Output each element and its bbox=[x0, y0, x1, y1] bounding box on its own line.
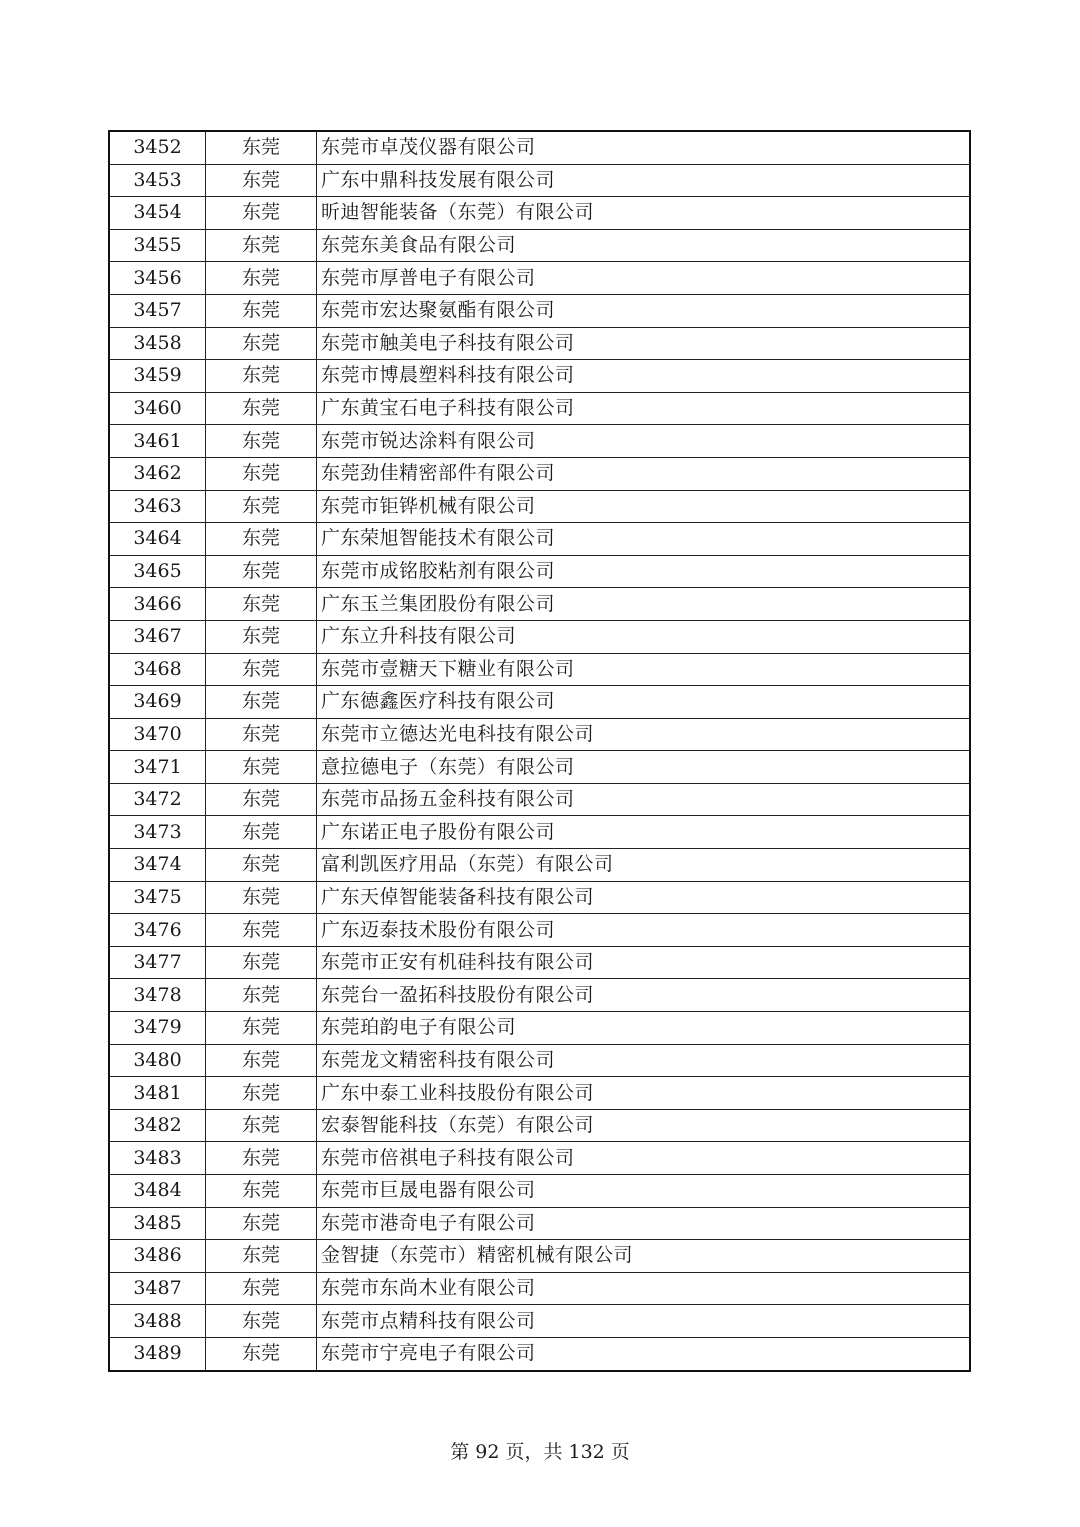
row-number-cell: 3457 bbox=[109, 294, 206, 327]
company-name-cell: 广东黄宝石电子科技有限公司 bbox=[317, 392, 971, 425]
table-row bbox=[109, 425, 970, 458]
row-number-cell: 3476 bbox=[109, 914, 206, 947]
table-row bbox=[109, 1142, 970, 1175]
row-number-cell: 3485 bbox=[109, 1207, 206, 1240]
company-name-cell: 金智捷（东莞市）精密机械有限公司 bbox=[317, 1240, 971, 1273]
row-number-cell: 3482 bbox=[109, 1109, 206, 1142]
city-cell: 东莞 bbox=[206, 718, 317, 751]
company-name-cell: 东莞市成铭胶粘剂有限公司 bbox=[317, 555, 971, 588]
table-row bbox=[109, 751, 970, 784]
table-row bbox=[109, 294, 970, 327]
table-row bbox=[109, 979, 970, 1012]
table-row bbox=[109, 718, 970, 751]
table-row bbox=[109, 327, 970, 360]
table-row bbox=[109, 1337, 970, 1370]
company-name-cell: 广东诺正电子股份有限公司 bbox=[317, 816, 971, 849]
company-name-cell: 东莞市厚普电子有限公司 bbox=[317, 262, 971, 295]
table-row bbox=[109, 783, 970, 816]
company-name-cell: 东莞市品扬五金科技有限公司 bbox=[317, 783, 971, 816]
company-name-cell: 东莞劲佳精密部件有限公司 bbox=[317, 457, 971, 490]
city-cell: 东莞 bbox=[206, 1077, 317, 1110]
company-name-cell: 广东迈泰技术股份有限公司 bbox=[317, 914, 971, 947]
company-name-cell: 广东玉兰集团股份有限公司 bbox=[317, 588, 971, 621]
company-name-cell: 广东天倬智能装备科技有限公司 bbox=[317, 881, 971, 914]
city-cell: 东莞 bbox=[206, 1175, 317, 1208]
row-number-cell: 3479 bbox=[109, 1012, 206, 1045]
city-cell: 东莞 bbox=[206, 914, 317, 947]
city-cell: 东莞 bbox=[206, 490, 317, 523]
city-cell: 东莞 bbox=[206, 555, 317, 588]
row-number-cell: 3467 bbox=[109, 620, 206, 653]
city-cell: 东莞 bbox=[206, 1207, 317, 1240]
city-cell: 东莞 bbox=[206, 392, 317, 425]
city-cell: 东莞 bbox=[206, 783, 317, 816]
row-number-cell: 3478 bbox=[109, 979, 206, 1012]
city-cell: 东莞 bbox=[206, 620, 317, 653]
company-name-cell: 东莞市正安有机硅科技有限公司 bbox=[317, 946, 971, 979]
city-cell: 东莞 bbox=[206, 588, 317, 621]
company-name-cell: 广东中泰工业科技股份有限公司 bbox=[317, 1077, 971, 1110]
city-cell: 东莞 bbox=[206, 1305, 317, 1338]
city-cell: 东莞 bbox=[206, 197, 317, 230]
row-number-cell: 3461 bbox=[109, 425, 206, 458]
row-number-cell: 3471 bbox=[109, 751, 206, 784]
table-row bbox=[109, 457, 970, 490]
city-cell: 东莞 bbox=[206, 1142, 317, 1175]
table-row bbox=[109, 1240, 970, 1273]
city-cell: 东莞 bbox=[206, 360, 317, 393]
company-name-cell: 东莞东美食品有限公司 bbox=[317, 229, 971, 262]
company-name-cell: 东莞台一盈拓科技股份有限公司 bbox=[317, 979, 971, 1012]
row-number-cell: 3462 bbox=[109, 457, 206, 490]
city-cell: 东莞 bbox=[206, 849, 317, 882]
table-row bbox=[109, 849, 970, 882]
row-number-cell: 3460 bbox=[109, 392, 206, 425]
row-number-cell: 3464 bbox=[109, 523, 206, 556]
row-number-cell: 3466 bbox=[109, 588, 206, 621]
row-number-cell: 3487 bbox=[109, 1272, 206, 1305]
company-name-cell: 东莞市钜铧机械有限公司 bbox=[317, 490, 971, 523]
table-row bbox=[109, 1175, 970, 1208]
city-cell: 东莞 bbox=[206, 946, 317, 979]
table-row bbox=[109, 1305, 970, 1338]
company-name-cell: 东莞珀韵电子有限公司 bbox=[317, 1012, 971, 1045]
row-number-cell: 3455 bbox=[109, 229, 206, 262]
table-row bbox=[109, 686, 970, 719]
row-number-cell: 3489 bbox=[109, 1337, 206, 1370]
city-cell: 东莞 bbox=[206, 1240, 317, 1273]
company-name-cell: 宏泰智能科技（东莞）有限公司 bbox=[317, 1109, 971, 1142]
table-row bbox=[109, 1012, 970, 1045]
row-number-cell: 3481 bbox=[109, 1077, 206, 1110]
row-number-cell: 3484 bbox=[109, 1175, 206, 1208]
city-cell: 东莞 bbox=[206, 1109, 317, 1142]
company-name-cell: 意拉德电子（东莞）有限公司 bbox=[317, 751, 971, 784]
company-list-body bbox=[109, 131, 970, 1371]
row-number-cell: 3475 bbox=[109, 881, 206, 914]
table-row bbox=[109, 131, 970, 164]
city-cell: 东莞 bbox=[206, 816, 317, 849]
table-row bbox=[109, 1109, 970, 1142]
city-cell: 东莞 bbox=[206, 523, 317, 556]
row-number-cell: 3459 bbox=[109, 360, 206, 393]
company-name-cell: 东莞市卓茂仪器有限公司 bbox=[317, 131, 971, 164]
company-name-cell: 东莞市立德达光电科技有限公司 bbox=[317, 718, 971, 751]
table-row bbox=[109, 392, 970, 425]
company-name-cell: 富利凯医疗用品（东莞）有限公司 bbox=[317, 849, 971, 882]
row-number-cell: 3458 bbox=[109, 327, 206, 360]
company-name-cell: 广东德鑫医疗科技有限公司 bbox=[317, 686, 971, 719]
city-cell: 东莞 bbox=[206, 327, 317, 360]
company-name-cell: 东莞市宁亮电子有限公司 bbox=[317, 1337, 971, 1370]
city-cell: 东莞 bbox=[206, 262, 317, 295]
row-number-cell: 3477 bbox=[109, 946, 206, 979]
table-row bbox=[109, 653, 970, 686]
table-row bbox=[109, 555, 970, 588]
table-row bbox=[109, 620, 970, 653]
row-number-cell: 3480 bbox=[109, 1044, 206, 1077]
table-row bbox=[109, 914, 970, 947]
company-name-cell: 东莞市巨晟电器有限公司 bbox=[317, 1175, 971, 1208]
row-number-cell: 3473 bbox=[109, 816, 206, 849]
table-row bbox=[109, 816, 970, 849]
city-cell: 东莞 bbox=[206, 457, 317, 490]
table-row bbox=[109, 262, 970, 295]
row-number-cell: 3454 bbox=[109, 197, 206, 230]
city-cell: 东莞 bbox=[206, 881, 317, 914]
company-name-cell: 东莞市壹糖天下糖业有限公司 bbox=[317, 653, 971, 686]
company-name-cell: 东莞市触美电子科技有限公司 bbox=[317, 327, 971, 360]
company-name-cell: 东莞市宏达聚氨酯有限公司 bbox=[317, 294, 971, 327]
row-number-cell: 3465 bbox=[109, 555, 206, 588]
company-name-cell: 东莞市点精科技有限公司 bbox=[317, 1305, 971, 1338]
table-row bbox=[109, 360, 970, 393]
table-row bbox=[109, 588, 970, 621]
city-cell: 东莞 bbox=[206, 1044, 317, 1077]
row-number-cell: 3452 bbox=[109, 131, 206, 164]
row-number-cell: 3474 bbox=[109, 849, 206, 882]
city-cell: 东莞 bbox=[206, 751, 317, 784]
table-row bbox=[109, 1077, 970, 1110]
company-name-cell: 广东中鼎科技发展有限公司 bbox=[317, 164, 971, 197]
row-number-cell: 3456 bbox=[109, 262, 206, 295]
row-number-cell: 3469 bbox=[109, 686, 206, 719]
page-number-footer: 第 92 页，共 132 页 bbox=[450, 1441, 630, 1463]
company-name-cell: 东莞市港奇电子有限公司 bbox=[317, 1207, 971, 1240]
company-name-cell: 东莞龙文精密科技有限公司 bbox=[317, 1044, 971, 1077]
city-cell: 东莞 bbox=[206, 1337, 317, 1370]
company-name-cell: 东莞市博晨塑料科技有限公司 bbox=[317, 360, 971, 393]
row-number-cell: 3468 bbox=[109, 653, 206, 686]
row-number-cell: 3453 bbox=[109, 164, 206, 197]
city-cell: 东莞 bbox=[206, 1272, 317, 1305]
row-number-cell: 3470 bbox=[109, 718, 206, 751]
city-cell: 东莞 bbox=[206, 1012, 317, 1045]
table-row bbox=[109, 490, 970, 523]
company-name-cell: 东莞市东尚木业有限公司 bbox=[317, 1272, 971, 1305]
row-number-cell: 3488 bbox=[109, 1305, 206, 1338]
table-row bbox=[109, 1044, 970, 1077]
table-row bbox=[109, 1207, 970, 1240]
city-cell: 东莞 bbox=[206, 294, 317, 327]
company-list-table bbox=[108, 130, 971, 1372]
company-name-cell: 东莞市锐达涂料有限公司 bbox=[317, 425, 971, 458]
company-name-cell: 东莞市倍祺电子科技有限公司 bbox=[317, 1142, 971, 1175]
table-row bbox=[109, 229, 970, 262]
row-number-cell: 3486 bbox=[109, 1240, 206, 1273]
city-cell: 东莞 bbox=[206, 229, 317, 262]
city-cell: 东莞 bbox=[206, 164, 317, 197]
city-cell: 东莞 bbox=[206, 686, 317, 719]
table-row bbox=[109, 523, 970, 556]
table-row bbox=[109, 164, 970, 197]
city-cell: 东莞 bbox=[206, 653, 317, 686]
city-cell: 东莞 bbox=[206, 131, 317, 164]
row-number-cell: 3463 bbox=[109, 490, 206, 523]
table-row bbox=[109, 197, 970, 230]
city-cell: 东莞 bbox=[206, 425, 317, 458]
table-row bbox=[109, 881, 970, 914]
row-number-cell: 3483 bbox=[109, 1142, 206, 1175]
company-name-cell: 广东立升科技有限公司 bbox=[317, 620, 971, 653]
company-name-cell: 广东荣旭智能技术有限公司 bbox=[317, 523, 971, 556]
company-name-cell: 昕迪智能装备（东莞）有限公司 bbox=[317, 197, 971, 230]
city-cell: 东莞 bbox=[206, 979, 317, 1012]
row-number-cell: 3472 bbox=[109, 783, 206, 816]
table-row bbox=[109, 946, 970, 979]
table-row bbox=[109, 1272, 970, 1305]
